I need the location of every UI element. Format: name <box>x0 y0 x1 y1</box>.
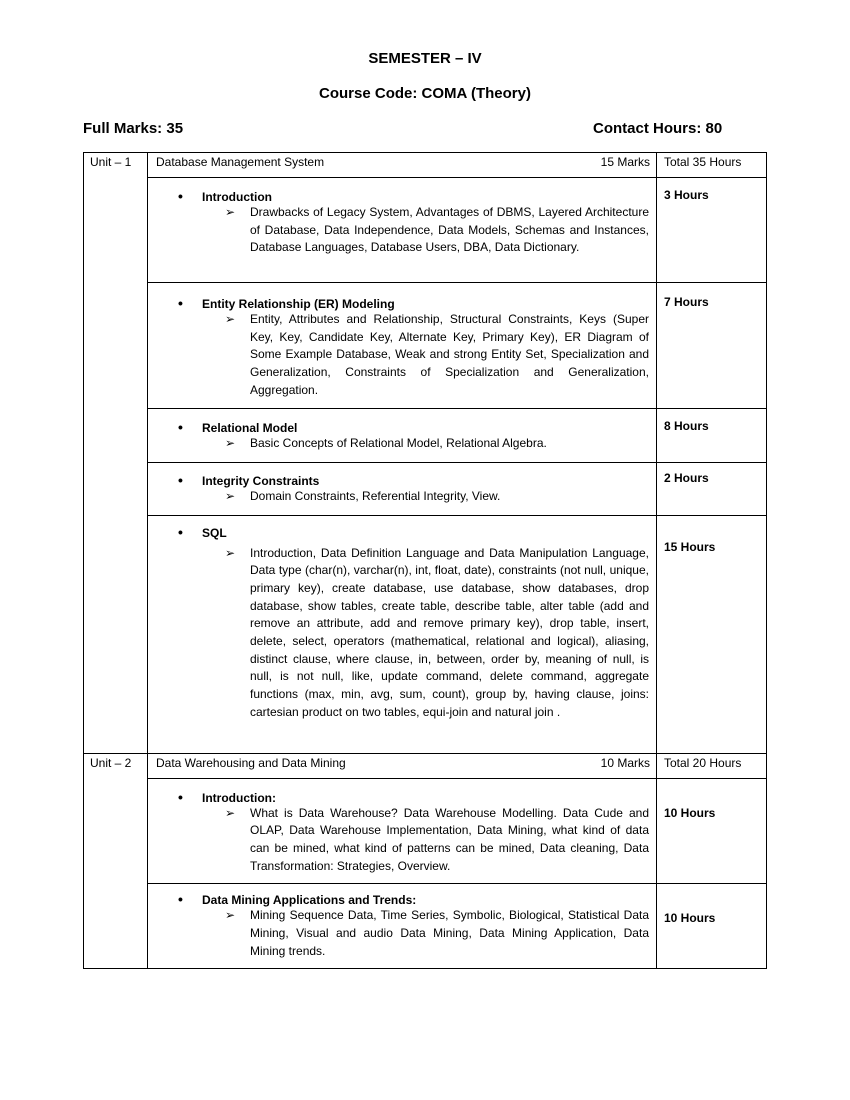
topic-hours-cell <box>657 178 767 283</box>
topic-subitem <box>225 488 649 506</box>
unit-label: Unit – 2 <box>90 755 132 770</box>
topic-content: Basic Concepts of Relational Model, Relational Algebra. <box>250 435 547 450</box>
topic-bullet-line <box>178 188 656 204</box>
topic-hours: 10 Hours <box>664 911 716 926</box>
unit-header-row <box>84 753 767 778</box>
semester-title: SEMESTER – IV <box>368 50 482 67</box>
topic-cell <box>148 178 657 283</box>
topic-name: SQL <box>202 525 227 540</box>
topic-cell <box>148 462 657 515</box>
topic-cell <box>148 884 657 969</box>
bullet-icon: • <box>178 295 183 311</box>
topic-subitem <box>225 204 649 257</box>
unit-title-cell <box>148 753 657 778</box>
topic-name: Introduction: <box>202 790 276 805</box>
unit-spacer-cell <box>84 462 148 515</box>
topic-cell <box>148 283 657 409</box>
topic-content: Introduction, Data Definition Language and Data Manipulation Language, Data type (char(n), varchar(n), int, float, date), constraints (not null, unique, primary key), create database, use database, show databases, drop database, show tables, create table, describe table, alter table (add and remove an attribute, add and remove primary key), drop table, insert, delete, select, operators (mathematical, relational and logical), aliasing, distinct clause, where clause, in, between, order by, meaning of null, is null, is not null, like, update command, delete command, aggregate functions (max, min, avg, sum, count), group by, having clause, joins: cartesian product on two tables, equi-join and natural join . <box>250 545 649 719</box>
unit-total-hours: Total 35 Hours <box>664 155 742 169</box>
bullet-icon: • <box>178 471 183 488</box>
topic-bullet-line <box>178 789 656 805</box>
topic-bullet-line <box>178 524 656 540</box>
unit-marks: 10 Marks <box>600 755 650 770</box>
topic-hours: 2 Hours <box>664 470 709 485</box>
unit-spacer-cell <box>84 515 148 753</box>
contact-hours: Contact Hours: 80 <box>593 120 723 137</box>
topic-subitem <box>225 805 649 876</box>
arrow-bullet-icon: ➢ <box>225 435 236 450</box>
topic-hours: 7 Hours <box>664 295 709 309</box>
topic-bullet-line <box>178 419 656 435</box>
topic-row <box>84 515 767 753</box>
bullet-icon: • <box>178 891 183 908</box>
arrow-bullet-icon: ➢ <box>225 545 236 560</box>
unit-label-cell <box>84 753 148 778</box>
unit-spacer-cell <box>84 408 148 462</box>
arrow-bullet-icon: ➢ <box>225 805 236 820</box>
topic-hours: 3 Hours <box>664 188 709 202</box>
topic-hours-cell <box>657 408 767 462</box>
topic-hours: 10 Hours <box>664 805 716 820</box>
topic-hours-cell <box>657 283 767 409</box>
arrow-bullet-icon: ➢ <box>225 488 236 503</box>
topic-name: Integrity Constraints <box>202 473 320 488</box>
unit-marks: 15 Marks <box>600 155 650 169</box>
topic-hours-cell <box>657 462 767 515</box>
syllabus-table <box>83 152 767 969</box>
bullet-icon: • <box>178 788 183 805</box>
arrow-bullet-icon: ➢ <box>225 908 236 923</box>
unit-total-hours: Total 20 Hours <box>664 755 742 770</box>
topic-row <box>84 778 767 884</box>
topic-content: Entity, Attributes and Relationship, Structural Constraints, Keys (Super Key, Key, Candidate Key, Alternate Key, Primary Key), ER Diagram of Some Example Database, Weak and strong Entity Set, Specialization and Generalization, Constraints of Specialization and Generalization, Aggregation. <box>250 312 649 397</box>
bullet-icon: • <box>178 188 183 204</box>
topic-content: Domain Constraints, Referential Integrity, View. <box>250 488 501 503</box>
unit-spacer-cell <box>84 778 148 884</box>
topic-cell <box>148 515 657 753</box>
topic-subitem <box>225 907 649 960</box>
topic-row <box>84 462 767 515</box>
topic-name: Relational Model <box>202 420 298 435</box>
topic-row <box>84 178 767 283</box>
unit-title: Data Warehousing and Data Mining <box>156 755 346 770</box>
topic-bullet-line <box>178 472 656 488</box>
topic-subitem <box>225 435 649 453</box>
topic-bullet-line <box>178 295 656 311</box>
unit-total-cell <box>657 753 767 778</box>
topic-hours: 15 Hours <box>664 539 716 554</box>
topic-name: Data Mining Applications and Trends: <box>202 893 417 908</box>
topic-subitem <box>225 311 649 400</box>
topic-bullet-line <box>178 891 656 907</box>
topic-row <box>84 283 767 409</box>
unit-header <box>148 754 656 774</box>
topic-row <box>84 408 767 462</box>
unit-label: Unit – 1 <box>90 155 132 169</box>
topic-name: Entity Relationship (ER) Modeling <box>202 297 395 311</box>
bullet-icon: • <box>178 523 183 540</box>
unit-spacer-cell <box>84 178 148 283</box>
topic-content: Drawbacks of Legacy System, Advantages of DBMS, Layered Architecture of Database, Data Independence, Data Models, Schemas and Instances, Database Languages, Database Users, DBA, Data Dictionary. <box>250 205 649 255</box>
unit-label-cell <box>84 153 148 178</box>
full-marks: Full Marks: 35 <box>83 120 184 137</box>
topic-subitem <box>225 545 649 722</box>
topic-hours: 8 Hours <box>664 418 709 433</box>
unit-spacer-cell <box>84 283 148 409</box>
unit-total-cell <box>657 153 767 178</box>
unit-header <box>148 153 656 173</box>
topic-cell <box>148 778 657 884</box>
topic-content: What is Data Warehouse? Data Warehouse Modelling. Data Cude and OLAP, Data Warehouse Implementation, Data Mining, what kind of data can be mined, what kind of patterns can be mined, Data cleaning, Data Transformation: Strategies, Overview. <box>250 805 649 873</box>
topic-name: Introduction <box>202 190 272 204</box>
topic-row <box>84 884 767 969</box>
topic-hours-cell <box>657 778 767 884</box>
unit-header-row <box>84 153 767 178</box>
unit-spacer-cell <box>84 884 148 969</box>
arrow-bullet-icon: ➢ <box>225 205 236 219</box>
topic-hours-cell <box>657 884 767 969</box>
arrow-bullet-icon: ➢ <box>225 312 236 326</box>
topic-hours-cell <box>657 515 767 753</box>
topic-content: Mining Sequence Data, Time Series, Symbolic, Biological, Statistical Data Mining, Visual and audio Data Mining, Data Mining Application, Data Mining trends. <box>250 908 649 958</box>
unit-title-cell <box>148 153 657 178</box>
unit-title: Database Management System <box>156 155 325 169</box>
course-code: Course Code: COMA (Theory) <box>319 85 531 102</box>
topic-cell <box>148 408 657 462</box>
bullet-icon: • <box>178 418 183 435</box>
